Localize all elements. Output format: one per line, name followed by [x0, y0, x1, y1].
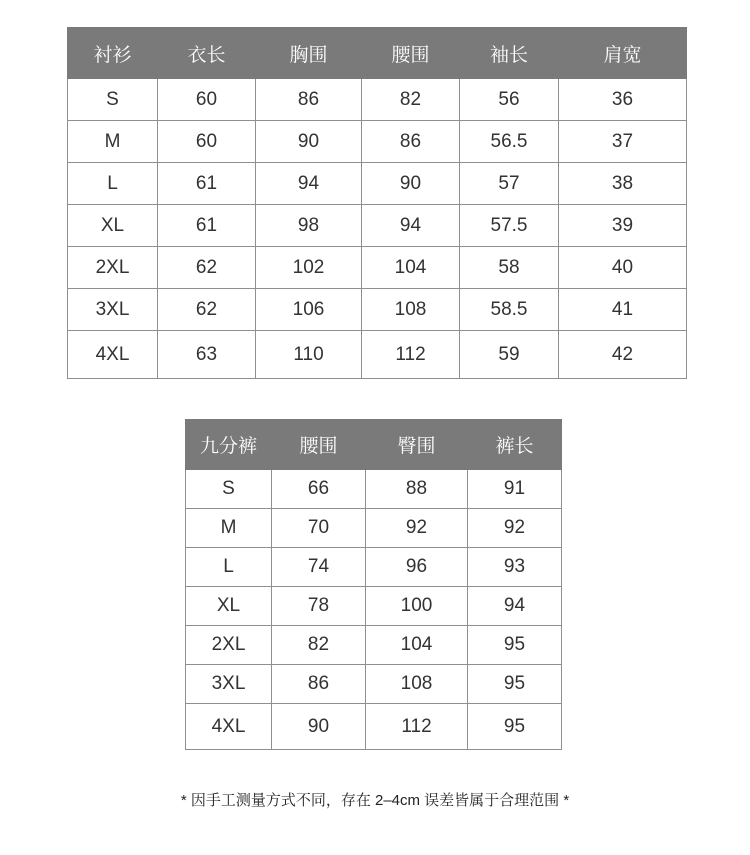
pants-size-table: [185, 419, 562, 750]
table-cell: 57: [460, 163, 559, 205]
table-cell: 95: [468, 665, 562, 704]
table-cell: 74: [272, 548, 366, 587]
table-row: [68, 79, 687, 121]
table-row: [186, 470, 562, 509]
shirt-size-table: [67, 27, 687, 379]
size-cell: M: [186, 509, 272, 548]
table-cell: 108: [362, 289, 460, 331]
table-cell: 92: [468, 509, 562, 548]
table-cell: 57.5: [460, 205, 559, 247]
size-cell: XL: [68, 205, 158, 247]
table-cell: 86: [362, 121, 460, 163]
size-cell: L: [186, 548, 272, 587]
table-cell: 82: [272, 626, 366, 665]
table-row: [68, 205, 687, 247]
table-cell: 93: [468, 548, 562, 587]
table-cell: 112: [366, 704, 468, 750]
table-cell: 61: [158, 163, 256, 205]
table-cell: 94: [256, 163, 362, 205]
table-cell: 106: [256, 289, 362, 331]
table-cell: 38: [559, 163, 687, 205]
table-cell: 41: [559, 289, 687, 331]
pants-header-cell: 腰围: [272, 420, 366, 470]
table-row: [186, 626, 562, 665]
table-cell: 86: [272, 665, 366, 704]
table-cell: 92: [366, 509, 468, 548]
table-cell: 56.5: [460, 121, 559, 163]
table-cell: 63: [158, 331, 256, 379]
table-cell: 102: [256, 247, 362, 289]
pants-header-cell: 九分裤: [186, 420, 272, 470]
size-cell: 3XL: [186, 665, 272, 704]
table-cell: 91: [468, 470, 562, 509]
table-row: [186, 548, 562, 587]
table-row: [68, 163, 687, 205]
table-cell: 100: [366, 587, 468, 626]
pants-header-cell: 臀围: [366, 420, 468, 470]
size-cell: XL: [186, 587, 272, 626]
shirt-header-cell: 腰围: [362, 28, 460, 79]
table-cell: 98: [256, 205, 362, 247]
table-cell: 37: [559, 121, 687, 163]
table-cell: 108: [366, 665, 468, 704]
shirt-header-cell: 肩宽: [559, 28, 687, 79]
shirt-header-cell: 胸围: [256, 28, 362, 79]
table-row: [186, 665, 562, 704]
table-cell: 95: [468, 704, 562, 750]
table-cell: 60: [158, 79, 256, 121]
table-row: [68, 247, 687, 289]
table-cell: 60: [158, 121, 256, 163]
table-cell: 110: [256, 331, 362, 379]
table-cell: 42: [559, 331, 687, 379]
size-cell: S: [186, 470, 272, 509]
table-cell: 59: [460, 331, 559, 379]
table-cell: 58: [460, 247, 559, 289]
size-cell: M: [68, 121, 158, 163]
size-cell: 2XL: [68, 247, 158, 289]
shirt-header-cell: 袖长: [460, 28, 559, 79]
table-cell: 61: [158, 205, 256, 247]
table-cell: 56: [460, 79, 559, 121]
table-cell: 39: [559, 205, 687, 247]
table-cell: 40: [559, 247, 687, 289]
table-cell: 94: [468, 587, 562, 626]
shirt-header-cell: 衣长: [158, 28, 256, 79]
table-row: [186, 509, 562, 548]
shirt-header-cell: 衬衫: [68, 28, 158, 79]
table-cell: 36: [559, 79, 687, 121]
size-cell: L: [68, 163, 158, 205]
table-cell: 66: [272, 470, 366, 509]
table-cell: 104: [366, 626, 468, 665]
table-cell: 112: [362, 331, 460, 379]
table-cell: 78: [272, 587, 366, 626]
table-row: [68, 121, 687, 163]
size-cell: S: [68, 79, 158, 121]
table-cell: 94: [362, 205, 460, 247]
table-cell: 82: [362, 79, 460, 121]
table-row: [186, 587, 562, 626]
table-cell: 90: [272, 704, 366, 750]
table-row: [68, 289, 687, 331]
table-cell: 90: [362, 163, 460, 205]
table-cell: 58.5: [460, 289, 559, 331]
size-cell: 2XL: [186, 626, 272, 665]
table-cell: 62: [158, 289, 256, 331]
table-cell: 104: [362, 247, 460, 289]
table-cell: 62: [158, 247, 256, 289]
table-cell: 86: [256, 79, 362, 121]
table-cell: 88: [366, 470, 468, 509]
table-cell: 95: [468, 626, 562, 665]
pants-header-row: [186, 420, 562, 470]
measurement-note: * 因手工测量方式不同，存在 2–4cm 误差皆属于合理范围 *: [180, 792, 570, 809]
table-row: [186, 704, 562, 750]
table-cell: 96: [366, 548, 468, 587]
table-cell: 70: [272, 509, 366, 548]
shirt-header-row: [68, 28, 687, 79]
table-row: [68, 331, 687, 379]
pants-header-cell: 裤长: [468, 420, 562, 470]
size-cell: 4XL: [68, 331, 158, 379]
size-cell: 4XL: [186, 704, 272, 750]
table-cell: 90: [256, 121, 362, 163]
size-cell: 3XL: [68, 289, 158, 331]
